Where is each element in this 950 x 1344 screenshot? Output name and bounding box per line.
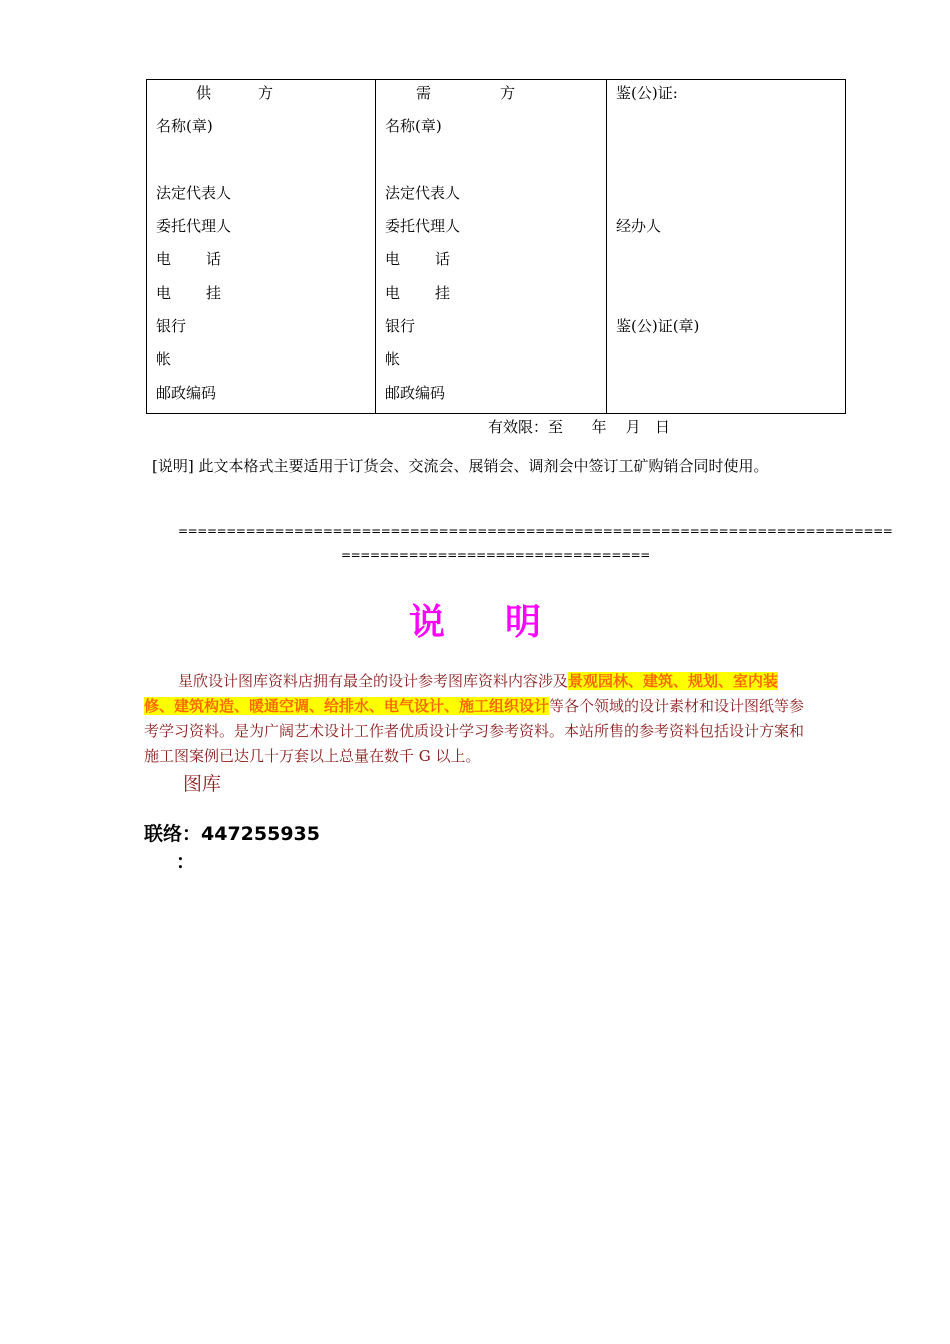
supplier-bank-label: 银行: [156, 317, 187, 336]
buyer-phone-label: 电 话: [385, 250, 451, 269]
separator-line: ================================: [341, 548, 650, 562]
buyer-cell: [376, 80, 607, 414]
supplier-legal-rep-label: 法定代表人: [156, 183, 232, 202]
buyer-header: 需 方: [416, 84, 516, 102]
store-description: 星欣设计图库资料店拥有最全的设计参考图库资料内容涉及景观园林、建筑、规划、室内装修、建筑构造、暖通空调、给排水、电气设计、施工组织设计等各个领域的设计素材和设计图纸等参考学习资料。是为广阔艺术设计工作者优质设计学习参考资料。本站所售的参考资料包括设计方案和施工图案例已达几十万套以上总量在数千 G 以上。: [144, 672, 805, 765]
contract-signature-table: [146, 79, 846, 414]
supplier-phone-label: 电 话: [156, 250, 222, 269]
usage-note: [说明] 此文本格式主要适用于订货会、交流会、展销会、调剂会中签订工矿购销合同时使用。: [152, 457, 769, 475]
tuku-label: 图库: [183, 773, 222, 795]
notary-header: 鉴(公)证:: [616, 84, 678, 102]
notary-cell: [607, 80, 846, 414]
buyer-agent-label: 委托代理人: [385, 217, 461, 236]
notary-seal-label: 鉴(公)证(章): [616, 317, 700, 336]
separator-line: ==========================================================================: [178, 524, 893, 538]
validity-period: 有效限：至 年 月 日: [488, 418, 670, 436]
supplier-agent-label: 委托代理人: [156, 217, 232, 236]
notary-handler-label: 经办人: [616, 217, 662, 236]
supplier-cable-label: 电 挂: [156, 283, 222, 302]
supplier-name-label: 名称(章): [156, 117, 213, 136]
supplier-header: 供 方: [196, 84, 274, 102]
buyer-bank-label: 银行: [385, 317, 416, 336]
supplier-cell: [147, 80, 376, 414]
highlighted-categories: 景观园林、建筑、规划、室内装修、建筑构造、暖通空调、给排水、电气设计、施工组织设计: [144, 672, 779, 715]
buyer-legal-rep-label: 法定代表人: [385, 183, 461, 202]
contact-info: 联络：447255935: [144, 823, 320, 845]
supplier-account-label: 帐: [156, 350, 172, 369]
buyer-postcode-label: 邮政编码: [385, 383, 446, 402]
buyer-account-label: 帐: [385, 350, 401, 369]
section-title: 说明: [408, 602, 601, 643]
stray-colon: ：: [176, 851, 196, 873]
buyer-cable-label: 电 挂: [385, 283, 451, 302]
supplier-postcode-label: 邮政编码: [156, 383, 217, 402]
buyer-name-label: 名称(章): [385, 117, 442, 136]
